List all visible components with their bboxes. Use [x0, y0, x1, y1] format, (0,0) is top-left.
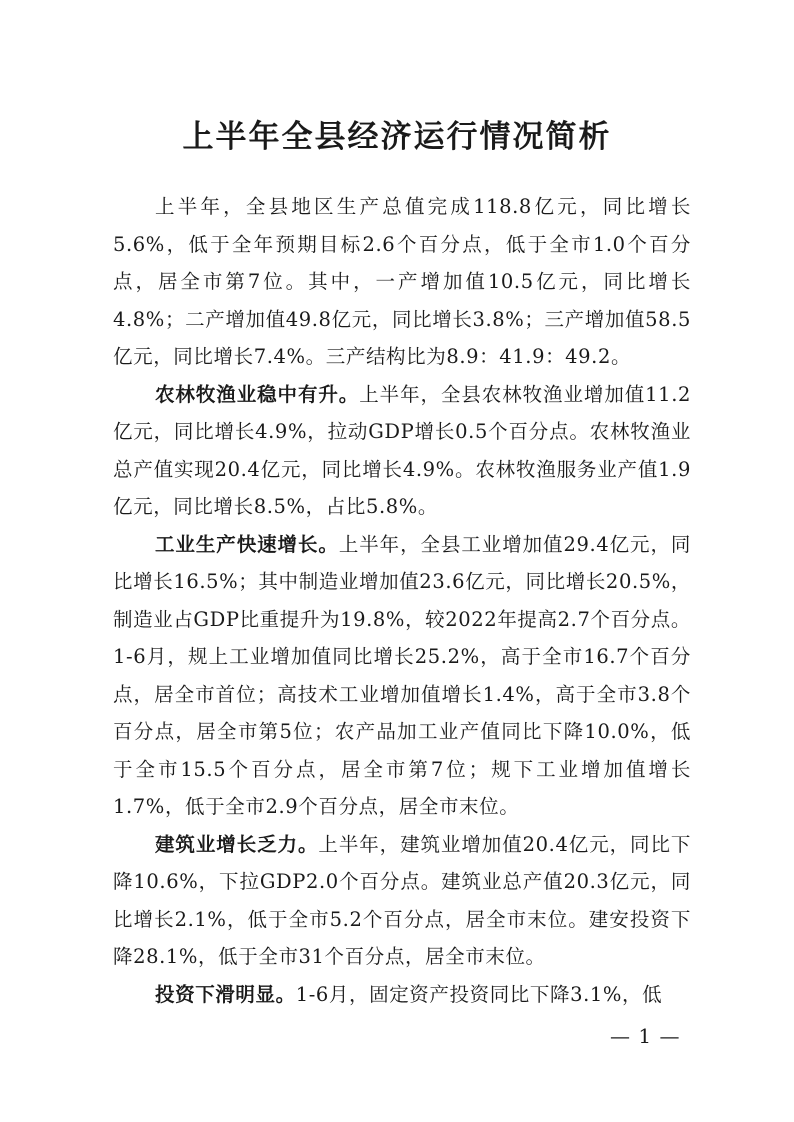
paragraph-investment	[113, 976, 691, 1014]
paragraph-text: 上半年，全县地区生产总值完成118.8亿元，同比增长5.6%，低于全年预期目标2.6个百分点，低于全市1.0个百分点，居全市第7位。其中，一产增加值10.5亿元，同比增长4.8%；二产增加值49.8亿元，同比增长3.8%；三产增加值58.5亿元，同比增长7.4%。三产结构比为8.9：41.9：49.2。	[113, 195, 691, 368]
paragraph-industry	[113, 526, 691, 826]
paragraph-text: 上半年，建筑业增加值20.4亿元，同比下降10.6%，下拉GDP2.0个百分点。建筑业总产值20.3亿元，同比增长2.1%，低于全市5.2个百分点，居全市末位。建安投资下降28.1%，低于全市31个百分点，居全市末位。	[113, 832, 691, 968]
paragraph-text: 上半年，全县农林牧渔业增加值11.2亿元，同比增长4.9%，拉动GDP增长0.5个百分点。农林牧渔业总产值实现20.4亿元，同比增长4.9%。农林牧渔服务业产值1.9亿元，同比增长8.5%，占比5.8%。	[113, 382, 691, 518]
paragraph-overview	[113, 188, 691, 376]
paragraph-lead: 投资下滑明显。	[155, 982, 296, 1006]
paragraph-text: 1-6月，固定资产投资同比下降3.1%，低	[295, 982, 663, 1006]
page-number: — 1 —	[610, 1024, 681, 1048]
document-title: 上半年全县经济运行情况简析	[182, 119, 612, 155]
document-body	[113, 188, 691, 1013]
paragraph-agriculture	[113, 376, 691, 526]
paragraph-construction	[113, 826, 691, 976]
paragraph-lead: 工业生产快速增长。	[155, 532, 339, 556]
paragraph-text: 上半年，全县工业增加值29.4亿元，同比增长16.5%；其中制造业增加值23.6亿元，同比增长20.5%，制造业占GDP比重提升为19.8%，较2022年提高2.7个百分点。1-6月，规上工业增加值同比增长25.2%，高于全市16.7个百分点，居全市首位；高技术工业增加值增长1.4%，高于全市3.8个百分点，居全市第5位；农产品加工业产值同比下降10.0%，低于全市15.5个百分点，居全市第7位；规下工业增加值增长1.7%，低于全市2.9个百分点，居全市末位。	[113, 532, 691, 818]
paragraph-lead: 农林牧渔业稳中有升。	[155, 382, 360, 406]
paragraph-lead: 建筑业增长乏力。	[155, 832, 319, 856]
